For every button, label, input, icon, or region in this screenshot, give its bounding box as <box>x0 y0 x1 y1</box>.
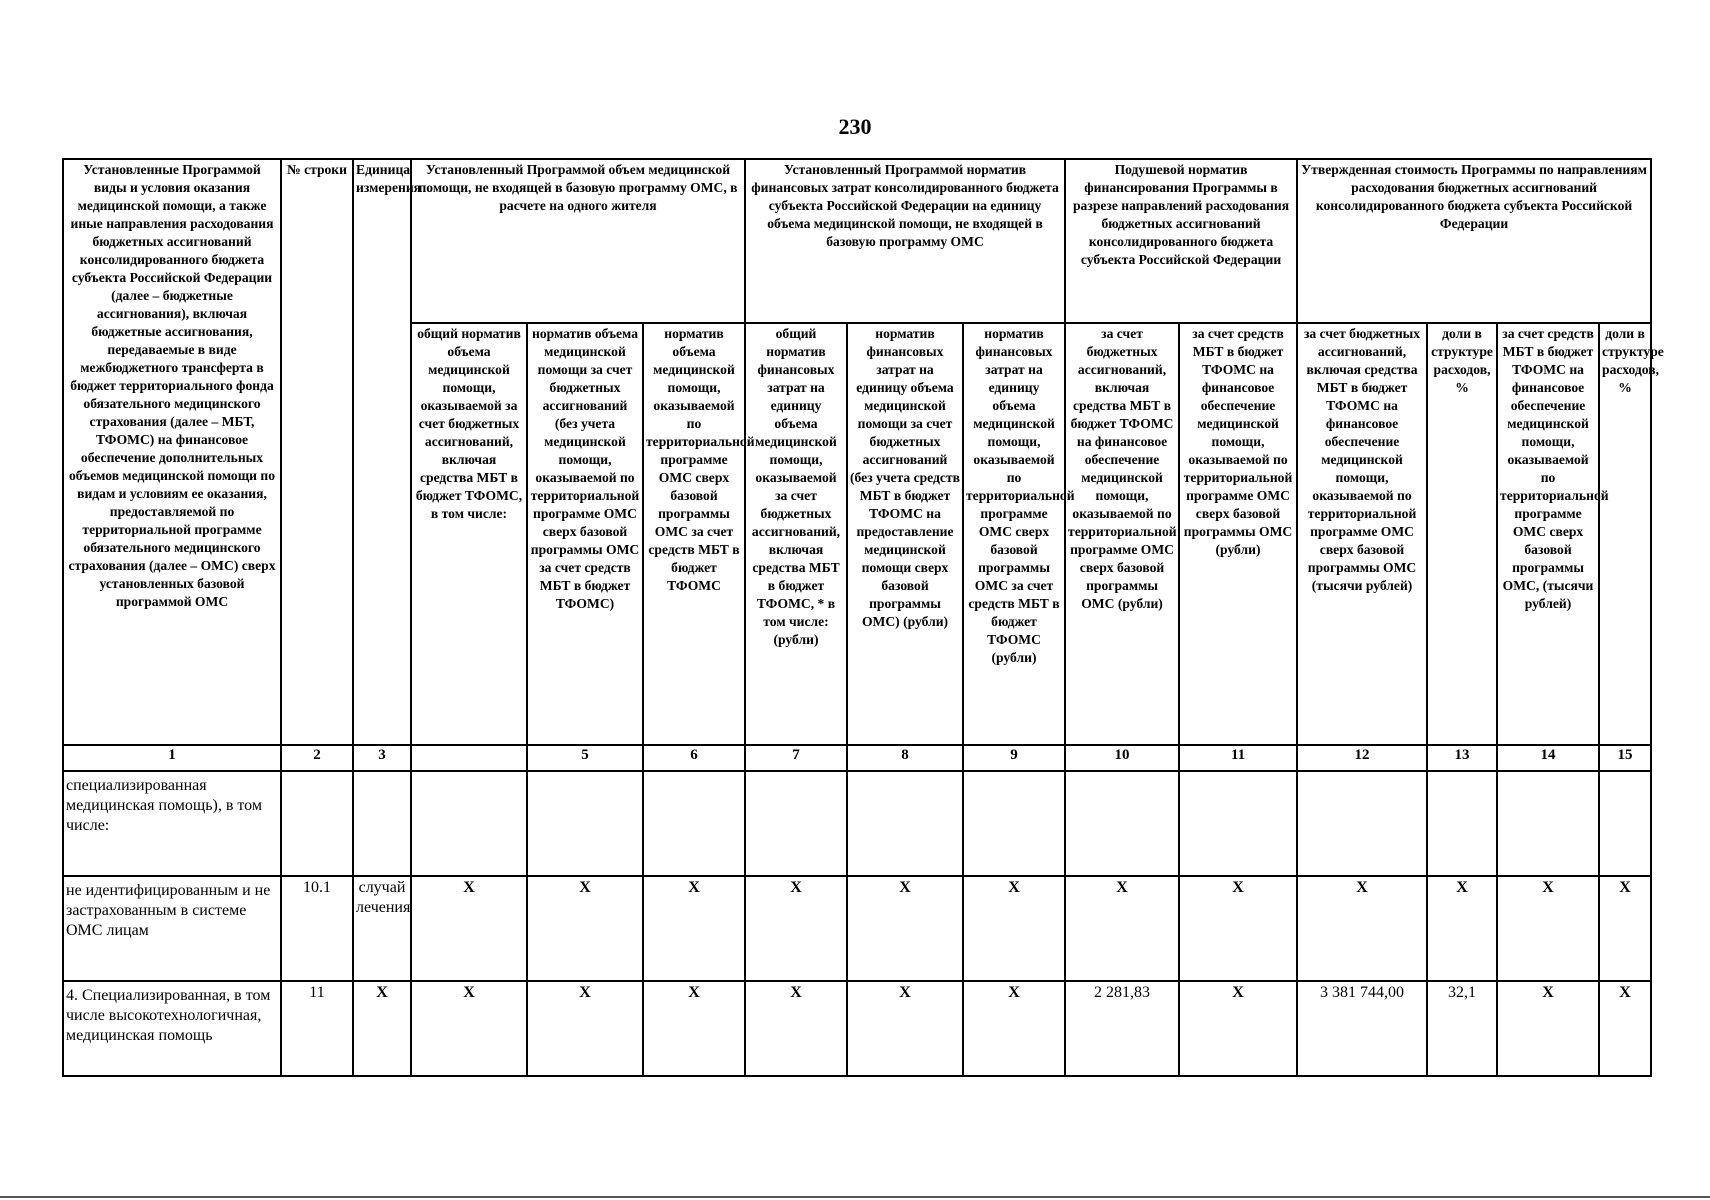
header-col-12: за счет бюджетных ассигнований, включая средства МБТ в бюджет ТФОМС на финансовое обеспечение медицинской помощи, оказываемой по территориальной программе ОМС сверх базовой программы ОМС (тысячи рублей) <box>1297 323 1427 745</box>
table-cell: X <box>411 876 527 981</box>
table-cell: X <box>1497 876 1599 981</box>
column-number: 3 <box>353 745 411 771</box>
table-cell: X <box>1599 876 1651 981</box>
table-cell: X <box>1065 876 1179 981</box>
table-row <box>63 981 1651 1076</box>
header-col-15: доли в структуре расходов, % <box>1599 323 1651 745</box>
column-number: 6 <box>643 745 745 771</box>
table-cell <box>281 771 353 876</box>
table-cell <box>963 771 1065 876</box>
table-cell: X <box>1497 981 1599 1076</box>
row-number-cell: 11 <box>281 981 353 1076</box>
header-col-5: норматив объема медицинской помощи за счет бюджетных ассигнований (без учета медицинской помощи, оказываемой по территориальной программе ОМС сверх базовой программы ОМС за счет средств МБТ в бюджет ТФОМС) <box>527 323 643 745</box>
table-cell <box>1599 771 1651 876</box>
unit-cell: случай лечения <box>353 876 411 981</box>
row-label: не идентифицированным и не застрахованным в системе ОМС лицам <box>63 876 281 981</box>
table-cell <box>411 771 527 876</box>
table-cell: X <box>745 981 847 1076</box>
table-cell: X <box>643 981 745 1076</box>
column-number: 13 <box>1427 745 1497 771</box>
column-number: 12 <box>1297 745 1427 771</box>
table-cell <box>353 771 411 876</box>
column-number: 7 <box>745 745 847 771</box>
table-row <box>63 771 1651 876</box>
column-number: 1 <box>63 745 281 771</box>
table-cell <box>643 771 745 876</box>
table-cell <box>1065 771 1179 876</box>
header-col-7: общий норматив финансовых затрат на единицу объема медицинской помощи, оказываемой за счет бюджетных ассигнований, включая средства МБТ в бюджет ТФОМС, * в том числе: (рубли) <box>745 323 847 745</box>
header-col-4: общий норматив объема медицинской помощи, оказываемой за счет бюджетных ассигнований, включая средства МБТ в бюджет ТФОМС, в том числе: <box>411 323 527 745</box>
table-cell <box>745 771 847 876</box>
table-cell: X <box>527 981 643 1076</box>
table-cell: X <box>527 876 643 981</box>
table-row <box>63 876 1651 981</box>
column-number: 5 <box>527 745 643 771</box>
column-number: 15 <box>1599 745 1651 771</box>
header-col-13: доли в структуре расходов, % <box>1427 323 1497 745</box>
table-cell: X <box>1179 981 1297 1076</box>
table-cell <box>1179 771 1297 876</box>
header-col-14: за счет средств МБТ в бюджет ТФОМС на финансовое обеспечение медицинской помощи, оказываемой по территориальной программе ОМС сверх базовой программы ОМС, (тысячи рублей) <box>1497 323 1599 745</box>
table-cell: X <box>1599 981 1651 1076</box>
table-cell <box>1497 771 1599 876</box>
table-cell: X <box>963 981 1065 1076</box>
table-cell <box>527 771 643 876</box>
column-number: 14 <box>1497 745 1599 771</box>
row-label: 4. Специализированная, в том числе высокотехнологичная, медицинская помощь <box>63 981 281 1076</box>
table-cell <box>1427 771 1497 876</box>
column-number: 11 <box>1179 745 1297 771</box>
table-cell: X <box>963 876 1065 981</box>
approved-cost-value: 3 381 744,00 <box>1297 981 1427 1076</box>
header-unit: Единица измерения <box>353 159 411 745</box>
header-col-8: норматив финансовых затрат на единицу объема медицинской помощи за счет бюджетных ассигнований (без учета средств МБТ в бюджет ТФОМС на предоставление медицинской помощи сверх базовой программы ОМС) (рубли) <box>847 323 963 745</box>
financing-table <box>62 158 1664 1077</box>
table-cell: X <box>643 876 745 981</box>
unit-cell: X <box>353 981 411 1076</box>
per-capita-value: 2 281,83 <box>1065 981 1179 1076</box>
table-cell: X <box>745 876 847 981</box>
header-col-11: за счет средств МБТ в бюджет ТФОМС на финансовое обеспечение медицинской помощи, оказываемой по территориальной программе ОМС сверх базовой программы ОМС (рубли) <box>1179 323 1297 745</box>
header-per-capita-group: Подушевой норматив финансирования Программы в разрезе направлений расходования бюджетных ассигнований консолидированного бюджета субъекта Российской Федерации <box>1065 159 1297 323</box>
header-col-6: норматив объема медицинской помощи, оказываемой по территориальной программе ОМС сверх базовой программы ОМС за счет средств МБТ в бюджет ТФОМС <box>643 323 745 745</box>
row-label: специализированная медицинская помощь), в том числе: <box>63 771 281 876</box>
column-number <box>411 745 527 771</box>
page-number: 230 <box>838 114 872 139</box>
table-cell: X <box>1427 876 1497 981</box>
column-number-row <box>63 745 1651 771</box>
header-col-10: за счет бюджетных ассигнований, включая средства МБТ в бюджет ТФОМС на финансовое обеспечение медицинской помощи, оказываемой по территориальной программе ОМС сверх базовой программы ОМС (рубли) <box>1065 323 1179 745</box>
header-col-9: норматив финансовых затрат на единицу объема медицинской помощи, оказываемой по территориальной программе ОМС сверх базовой программы ОМС за счет средств МБТ в бюджет ТФОМС (рубли) <box>963 323 1065 745</box>
table-cell <box>847 771 963 876</box>
header-row-number: № строки <box>281 159 353 745</box>
row-number-cell: 10.1 <box>281 876 353 981</box>
table-cell: X <box>847 876 963 981</box>
table-cell: X <box>847 981 963 1076</box>
column-number: 2 <box>281 745 353 771</box>
table-cell <box>1297 771 1427 876</box>
column-number: 8 <box>847 745 963 771</box>
column-number: 10 <box>1065 745 1179 771</box>
table-cell: X <box>1179 876 1297 981</box>
page-bottom-rule <box>0 1196 1710 1198</box>
table-cell: X <box>411 981 527 1076</box>
header-approved-cost-group: Утвержденная стоимость Программы по направлениям расходования бюджетных ассигнований консолидированного бюджета субъекта Российской Федерации <box>1297 159 1651 323</box>
header-care-types: Установленные Программой виды и условия оказания медицинской помощи, а также иные направления расходования бюджетных ассигнований консолидированного бюджета субъекта Российской Федерации (далее – бюджетные ассигнования), включая бюджетные ассигнования, передаваемые в виде межбюджетного трансферта в бюджет территориального фонда обязательного медицинского страхования (далее – МБТ, ТФОМС) на финансовое обеспечение дополнительных объемов медицинской помощи по видам и условиям ее оказания, предоставляемой по территориальной программе обязательного медицинского страхования (далее – ОМС) сверх установленных базовой программой ОМС <box>63 159 281 745</box>
column-number: 9 <box>963 745 1065 771</box>
table-cell: X <box>1297 876 1427 981</box>
share-value: 32,1 <box>1427 981 1497 1076</box>
header-volume-group: Установленный Программой объем медицинской помощи, не входящей в базовую программу ОМС, в расчете на одного жителя <box>411 159 745 323</box>
header-cost-group: Установленный Программой норматив финансовых затрат консолидированного бюджета субъекта Российской Федерации на единицу объема медицинской помощи, не входящей в базовую программу ОМС <box>745 159 1065 323</box>
